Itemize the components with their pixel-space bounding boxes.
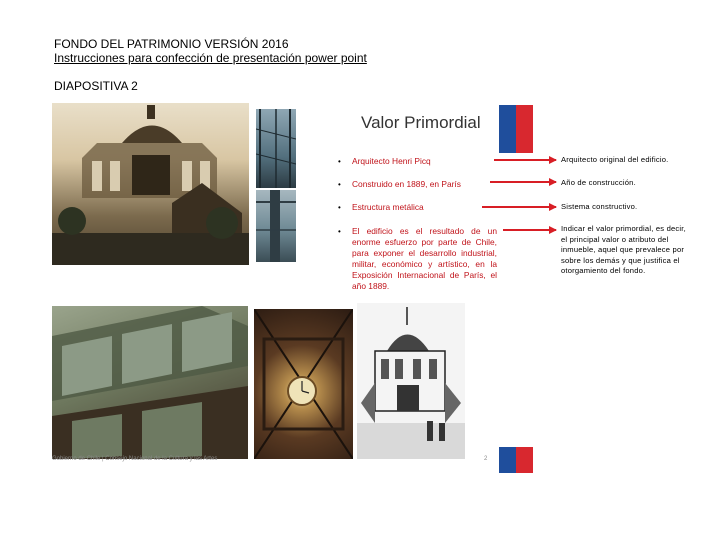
slide-title: Valor Primordial bbox=[361, 113, 481, 132]
slide-page-number: 2 bbox=[484, 456, 488, 462]
bullet-primordial-value: El edificio es el resultado de un enorme esfuerzo por parte de Chile, para exponer el desarrollo industrial, militar, económico y artístico, en la Exposición Internacional de París, el año 1889. bbox=[352, 226, 497, 292]
facade-detail-photo bbox=[52, 306, 248, 459]
annotation-primordial-value: Indicar el valor primordial, es decir, el principal valor o atributo del inmueble, aquel que prevalece por sobre los demás y que justifica el otorgamiento del fondo. bbox=[561, 224, 686, 276]
document-title: FONDO DEL PATRIMONIO VERSIÓN 2016 bbox=[54, 37, 289, 51]
annotation-architect: Arquitecto original del edificio. bbox=[561, 155, 669, 164]
slide-label: DIAPOSITIVA 2 bbox=[54, 79, 138, 93]
chile-flag-icon bbox=[499, 105, 533, 153]
document-subtitle: Instrucciones para confección de presentación power point bbox=[54, 51, 367, 65]
slide-footer: Gobierno de Chile | Consejo Nacional de la Cultura y las Artes bbox=[52, 456, 218, 462]
bullet-marker: • bbox=[338, 157, 341, 166]
interior-clock-photo bbox=[254, 309, 353, 459]
chile-flag-icon bbox=[499, 447, 533, 473]
bullet-architect: Arquitecto Henri Picq bbox=[352, 156, 431, 166]
bullet-marker: • bbox=[338, 180, 341, 189]
metal-stair-drawing bbox=[256, 109, 296, 188]
building-engraving-photo bbox=[357, 303, 465, 459]
metal-column-drawing bbox=[256, 190, 296, 262]
metal-column-photo bbox=[256, 190, 296, 262]
interior-clock-drawing bbox=[254, 309, 353, 459]
building-exterior-drawing bbox=[52, 103, 249, 265]
metal-stair-photo bbox=[256, 109, 296, 188]
annotation-structure: Sistema constructivo. bbox=[561, 202, 638, 211]
facade-detail-drawing bbox=[52, 306, 248, 459]
slide-preview bbox=[52, 103, 538, 473]
bullet-structure: Estructura metálica bbox=[352, 202, 424, 212]
bullet-marker: • bbox=[338, 203, 341, 212]
building-engraving-drawing bbox=[357, 303, 465, 459]
bullet-marker: • bbox=[338, 227, 341, 236]
building-exterior-photo bbox=[52, 103, 249, 265]
annotation-construction-year: Año de construcción. bbox=[561, 178, 636, 187]
bullet-construction-year: Construido en 1889, en París bbox=[352, 179, 461, 189]
